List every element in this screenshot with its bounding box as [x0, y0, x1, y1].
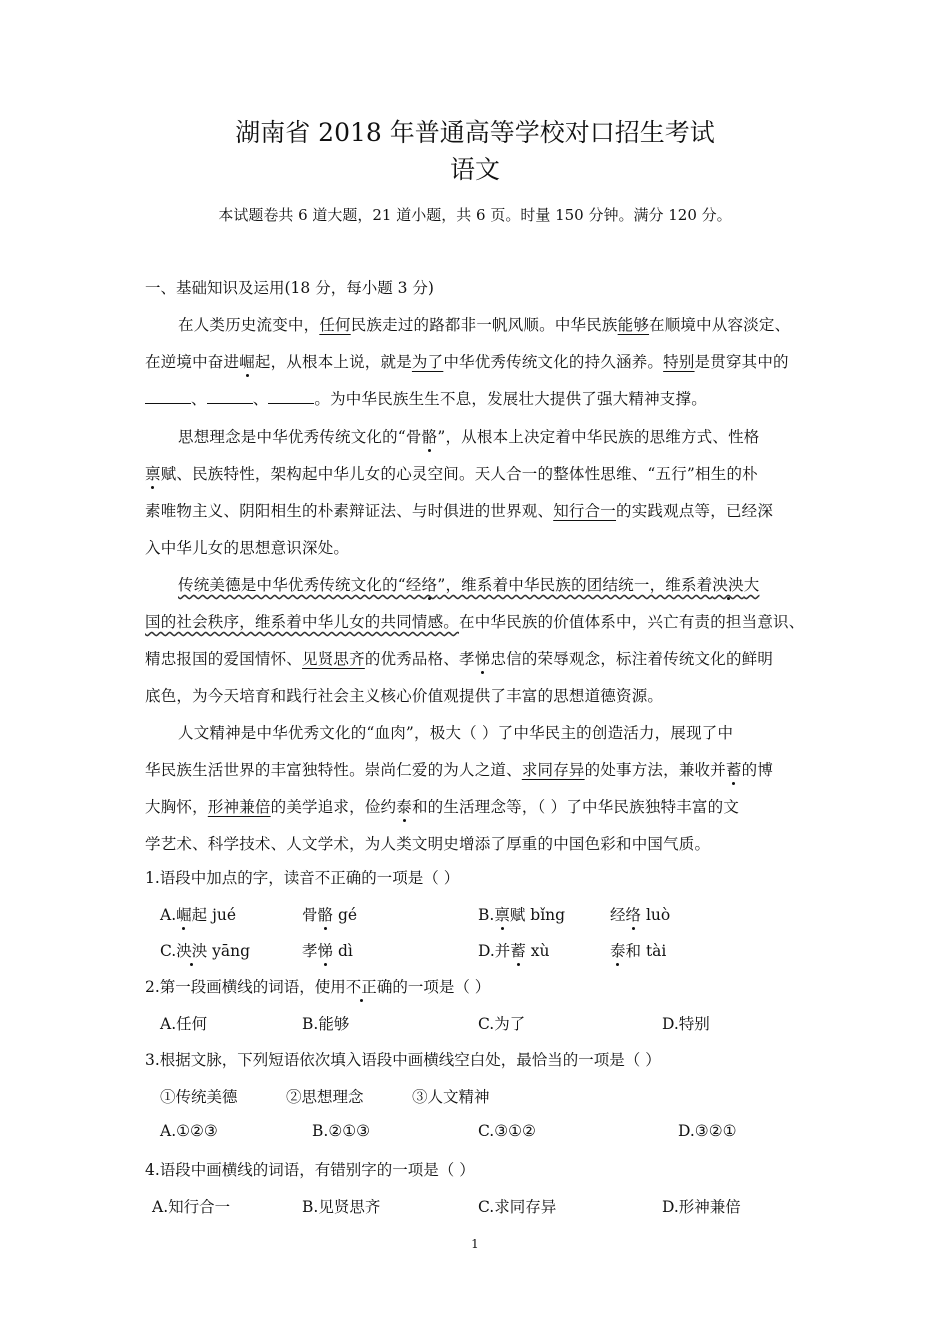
underlined-word: 为了 — [411, 353, 444, 371]
option-label: A. — [160, 906, 177, 924]
text: 是贯穿其中的 — [694, 353, 789, 371]
question-2-stem — [145, 975, 490, 997]
text: 大 — [743, 576, 760, 594]
question-4-stem: 4.语段中画横线的词语，有错别字的一项是（ ） — [145, 1161, 475, 1179]
passage-p3-line2 — [145, 610, 804, 632]
text: 中华优秀传统文化的持久涵养。 — [443, 353, 664, 371]
text: 精忠报国的爱国情怀、 — [145, 650, 303, 668]
wavy-underlined-text — [178, 576, 759, 594]
fill-blank — [145, 402, 191, 404]
q3-item-2: ②思想理念 — [286, 1088, 364, 1106]
q3-option-b: B.②①③ — [312, 1122, 371, 1140]
passage-p1-line2 — [145, 350, 789, 372]
q3-option-a: A.①②③ — [160, 1122, 218, 1140]
q4-option-d: D.形神兼倍 — [662, 1198, 741, 1216]
underlined-word: 能够 — [617, 316, 650, 334]
option-text: yāng — [207, 942, 251, 960]
option-text: gé — [333, 906, 358, 924]
option-label: C. — [160, 942, 177, 960]
q1-option-d2 — [610, 939, 666, 961]
q1-option-b — [478, 903, 565, 925]
text: 的优秀品格、孝 — [364, 650, 475, 668]
subject-title: 语文 — [449, 155, 500, 184]
text: 和的生活理念等，（ ）了中华民族独特丰富的文 — [411, 798, 740, 816]
q4-option-a: A.知行合一 — [152, 1198, 231, 1216]
option-label: D.并 — [478, 942, 511, 960]
dotted-char: 骼 — [317, 906, 334, 924]
text: 起，从根本上说，就是 — [254, 353, 412, 371]
passage-p3-line4: 底色，为今天培育和践行社会主义核心价值观提供了丰富的思想道德资源。 — [145, 687, 664, 705]
dotted-char: 泱泱 — [176, 942, 208, 960]
dotted-char: 蓄 — [725, 761, 742, 779]
q1-option-c — [160, 939, 250, 961]
passage-p1-line3 — [145, 387, 707, 409]
dotted-char: 蓄 — [510, 942, 526, 960]
fill-blank — [207, 402, 253, 404]
dotted-char: 络 — [421, 576, 438, 594]
dotted-char: 悌 — [474, 650, 491, 668]
dotted-char: 不正 — [345, 978, 377, 996]
q4-option-b: B.见贤思齐 — [302, 1198, 381, 1216]
underlined-word: 求同存异 — [521, 761, 585, 779]
q2-option-a: A.任何 — [160, 1015, 208, 1033]
question-3-stem: 3.根据文脉，下列短语依次填入语段中画横线空白处，最恰当的一项是（ ） — [145, 1051, 661, 1069]
passage-p3-line3 — [145, 647, 773, 669]
passage-p4-line1: 人文精神是中华优秀文化的“血肉”，极大（ ）了中华民主的创造活力，展现了中 — [178, 724, 734, 742]
underlined-word: 形神兼倍 — [207, 798, 271, 816]
passage-p2-line2 — [145, 462, 758, 484]
q2-option-c: C.为了 — [478, 1015, 526, 1033]
q1-option-a — [160, 903, 236, 925]
passage-p3-line1 — [178, 573, 759, 595]
q3-option-d: D.③②① — [678, 1122, 737, 1140]
text: 的实践观点等，已经深 — [616, 502, 774, 520]
text: 在人类历史流变中， — [178, 316, 320, 334]
passage-p2-line3 — [145, 499, 773, 521]
q3-option-c: C.③①② — [478, 1122, 536, 1140]
q1-option-c2 — [302, 939, 353, 961]
text: 赋、民族特性，架构起中华儿女的心灵空间。天人合一的整体性思维、“五行”相生的朴 — [160, 465, 758, 483]
q1-option-b2 — [610, 903, 670, 925]
option-text: luò — [641, 906, 671, 924]
question-1-stem: 1.语段中加点的字，读音不正确的一项是（ ） — [145, 869, 460, 887]
text: 在逆境中奋进 — [145, 353, 240, 371]
text: 思想理念是中华优秀传统文化的“骨 — [178, 428, 422, 446]
text: 的处事方法，兼收并 — [584, 761, 726, 779]
underlined-word: 任何 — [319, 316, 351, 334]
text: 民族走过的路都非一帆风顺。中华民族 — [350, 316, 618, 334]
dotted-char: 悌 — [317, 942, 334, 960]
option-text: 骨 — [302, 906, 318, 924]
text: 华民族生活世界的丰富独特性。崇尚仁爱的为人之道、 — [145, 761, 522, 779]
stem-text: 确的一项是（ ） — [376, 978, 491, 996]
text: 在顺境中从容淡定、 — [649, 316, 791, 334]
text: ”，从根本上决定着中华民族的思维方式、性格 — [437, 428, 760, 446]
dotted-char: 骼 — [421, 428, 438, 446]
passage-p4-line3 — [145, 795, 739, 817]
wavy-underlined-text: 国的社会秩序，维系着中华儿女的共同情感。 — [145, 613, 460, 631]
option-text: 起 jué — [191, 906, 237, 924]
section-heading: 一、基础知识及运用(18 分，每小题 3 分) — [145, 279, 434, 297]
q3-item-3: ③人文精神 — [412, 1088, 490, 1106]
text: 、 — [191, 390, 207, 408]
text: 。为中华民族生生不息，发展壮大提供了强大精神支撑。 — [314, 390, 707, 408]
exam-title: 湖南省 2018 年普通高等学校对口招生考试 — [235, 118, 715, 147]
dotted-char: 崛 — [176, 906, 192, 924]
dotted-char: 泰 — [610, 942, 626, 960]
option-text: 孝 — [302, 942, 318, 960]
option-text: 赋 bǐng — [509, 906, 566, 924]
passage-p4-line4: 学艺术、科学技术、人文学术，为人类文明史增添了厚重的中国色彩和中国气质。 — [145, 835, 711, 853]
text: 的博 — [741, 761, 774, 779]
text: ”，维系着中华民族的团结统一，维系着 — [437, 576, 713, 594]
q4-option-c: C.求同存异 — [478, 1198, 557, 1216]
dotted-char: 崛 — [239, 353, 255, 371]
option-text: xù — [525, 942, 550, 960]
dotted-char: 络 — [625, 906, 642, 924]
q2-option-d: D.特别 — [662, 1015, 710, 1033]
passage-p1-line1 — [178, 313, 790, 335]
q2-option-b: B.能够 — [302, 1015, 350, 1033]
text: 传统美德是中华优秀传统文化的“经 — [178, 576, 422, 594]
passage-p2-line4: 入中华儿女的思想意识深处。 — [145, 539, 350, 557]
text: 的美学追求，俭约 — [270, 798, 397, 816]
option-label: B. — [478, 906, 495, 924]
exam-instructions: 本试题卷共 6 道大题，21 道小题，共 6 页。时量 150 分钟。满分 120 分。 — [218, 206, 732, 224]
text: 、 — [252, 390, 269, 408]
text: 大胸怀， — [145, 798, 208, 816]
underlined-word: 见贤思齐 — [302, 650, 365, 668]
stem-text: 2.第一段画横线的词语，使用 — [145, 978, 346, 996]
underlined-word: 特别 — [663, 353, 695, 371]
text: 素唯物主义、阴阳相生的朴素辩证法、与时俱进的世界观、 — [145, 502, 554, 520]
text: 在中华民族的价值体系中，兴亡有责的担当意识、 — [459, 613, 805, 631]
fill-blank — [268, 402, 314, 404]
option-text: 和 tài — [625, 942, 667, 960]
option-text: dì — [333, 942, 353, 960]
dotted-char: 泰 — [396, 798, 412, 816]
dotted-char: 泱泱 — [712, 576, 744, 594]
dotted-char: 禀 — [145, 465, 161, 483]
text: 忠信的荣辱观念，标注着传统文化的鲜明 — [490, 650, 774, 668]
underlined-word: 知行合一 — [553, 502, 617, 520]
q1-option-d — [478, 939, 549, 961]
passage-p2-line1 — [178, 425, 759, 447]
page-number: 1 — [471, 1237, 479, 1251]
q1-option-a2 — [302, 903, 357, 925]
option-text: 经 — [610, 906, 626, 924]
q3-item-1: ①传统美德 — [160, 1088, 238, 1106]
dotted-char: 禀 — [494, 906, 510, 924]
passage-p4-line2 — [145, 758, 773, 780]
